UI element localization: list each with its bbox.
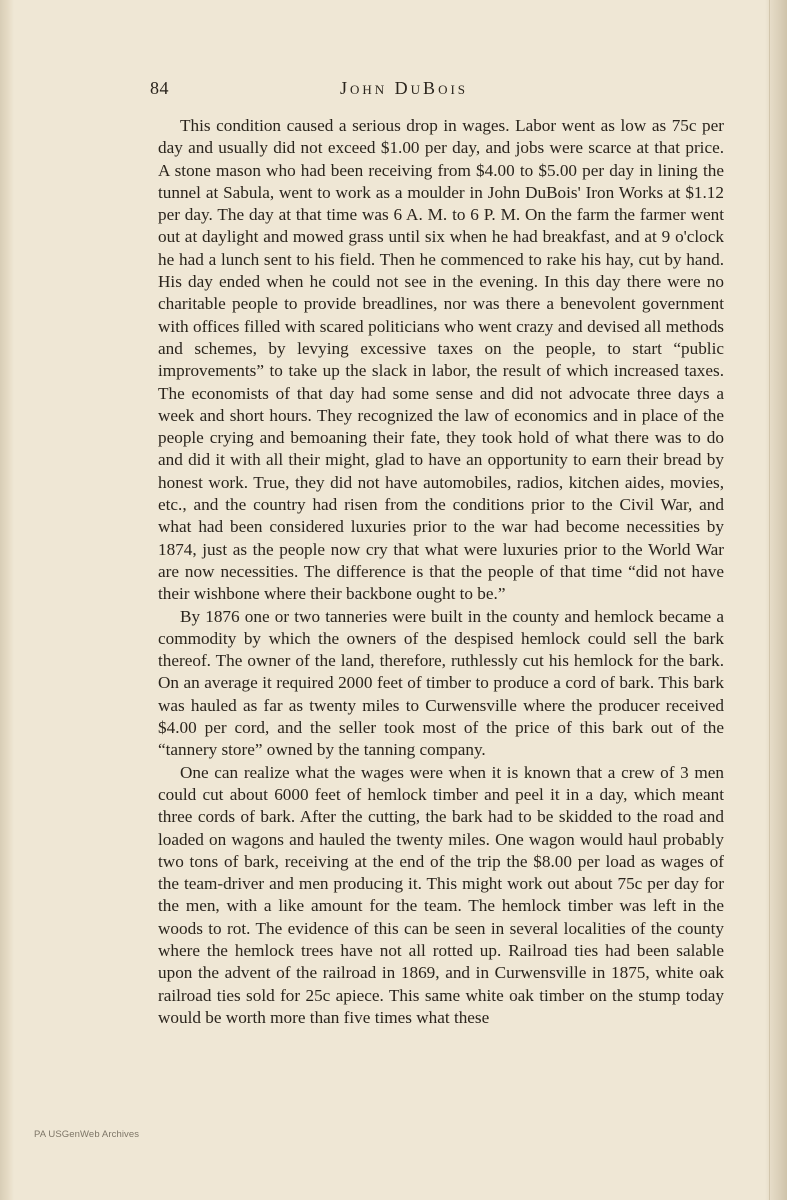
page-header xyxy=(150,78,724,100)
archive-watermark: PA USGenWeb Archives xyxy=(34,1129,140,1140)
paragraph-2: By 1876 one or two tanneries were built in the county and hemlock became a commodity by which the owners of the despised hemlock could sell the bark thereof. The owner of the land, therefore, ruthlessly cut his hemlock for the bark. On an average it required 2000 feet of timber to produce a cord of bark. This bark was hauled as far as twenty miles to Curwensville where the producer received $4.00 per cord, and the seller took most of the price of this bark out of the “tannery store” owned by the tanning company. xyxy=(158,606,724,760)
page-number: 84 xyxy=(150,78,169,98)
paragraph-3: One can realize what the wages were when it is known that a crew of 3 men could cut about 6000 feet of hemlock timber and peel it in a day, which meant three cords of bark. After the cutting, the bark had to be skidded to the road and loaded on wagons and hauled the twenty miles. One wagon would haul probably two tons of bark, receiving at the end of the trip the $8.00 per load as wages of the team-driver and men producing it. This might work out about 75c per day for the men, with a like amount for the team. The hemlock timber was left in the woods to rot. The evidence of this can be seen in several localities of the county where the hemlock trees have not all rotted up. Railroad ties had been salable upon the advent of the railroad in 1869, and in Curwensville in 1875, white oak railroad ties sold for 25c apiece. This same white oak timber on the stump today would be worth more than five times what these xyxy=(158,762,724,1027)
running-title: John DuBois xyxy=(340,78,469,98)
page-edge xyxy=(765,0,787,1200)
book-binding-shadow xyxy=(0,0,14,1200)
body-text xyxy=(158,115,724,1029)
paragraph-1: This condition caused a serious drop in wages. Labor went as low as 75c per day and usually did not exceed $1.00 per day, and jobs were scarce at that price. A stone mason who had been receiving from $4.00 to $5.00 per day in lining the tunnel at Sabula, went to work as a moulder in John DuBois' Iron Works at $1.12 per day. The day at that time was 6 A. M. to 6 P. M. On the farm the farmer went out at daylight and mowed grass until six when he had breakfast, and at 9 o'clock he had a lunch sent to his field. Then he commenced to rake his hay, cut by hand. His day ended when he could not see in the evening. In this day there were no charitable people to provide breadlines, nor was there a benevolent government with offices filled with scared politicians who went crazy and devised all methods and schemes, by levying excessive taxes on the people, to start “public improvements” to take up the slack in labor, the result of which increased taxes. The economists of that day had some sense and did not advocate three days a week and short hours. They recognized the law of economics and in place of the people crying and bemoaning their fate, they took hold of what there was to do and did it with all their might, glad to have an opportunity to earn their bread by honest work. True, they did not have automobiles, radios, kitchen aides, movies, etc., and the country had risen from the conditions prior to the Civil War, and what had been considered luxuries prior to the war had become necessities by 1874, just as the people now cry that what were luxuries prior to the World War are now necessities. The difference is that the people of that time “did not have their wishbone where their backbone ought to be.” xyxy=(158,116,724,604)
